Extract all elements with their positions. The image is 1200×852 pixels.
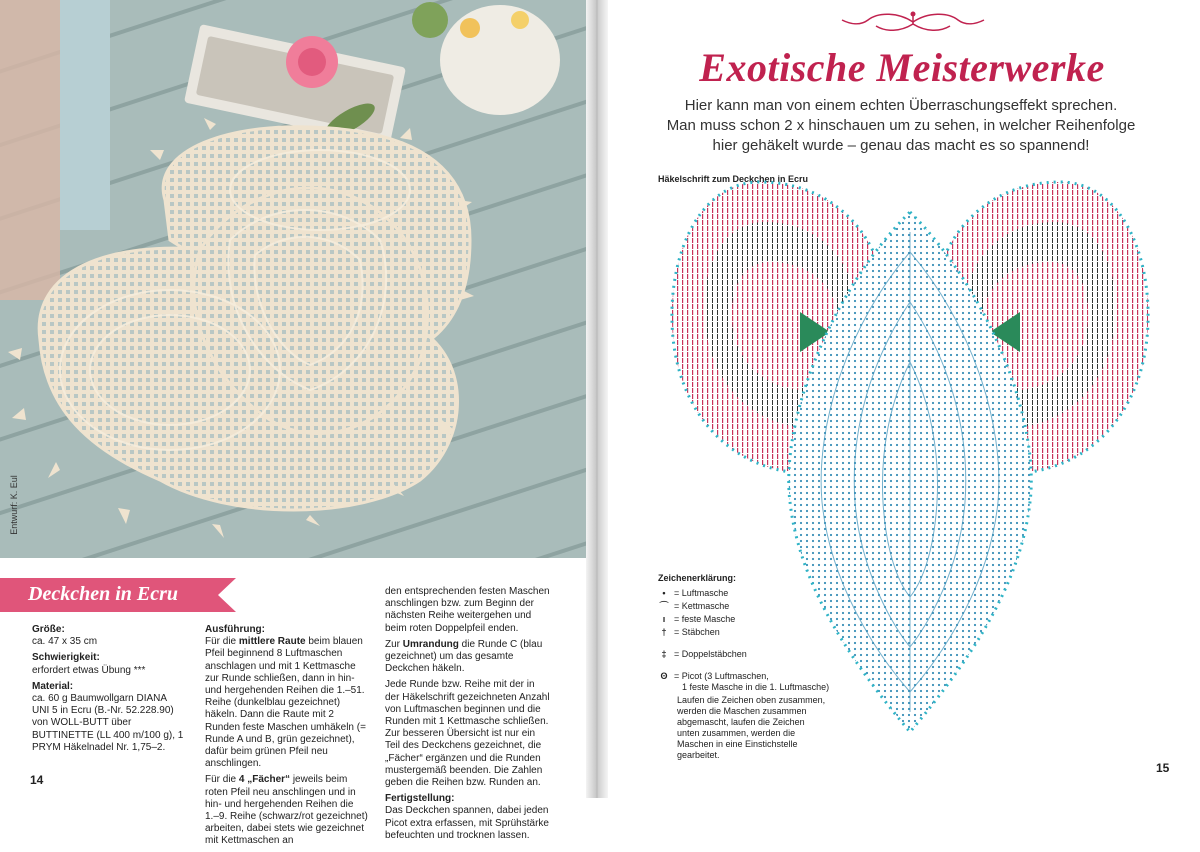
execution-text: beim blauen Pfeil beginnend 8 Luftmaschen anschlagen und mit 1 Kettmasche zur Runde schließen, dann in hin- und hergehenden Reihen die 1.–51. Reihe (dunkelblau gezeichnet) häkeln. Dann die Raute mit 2 Runden feste Maschen umhäkeln (= Runde A und B, grün gezeichnet), dafür beim grünen Pfeil neu anschlingen. xyxy=(205,636,366,770)
instructions-column-continued xyxy=(385,586,550,846)
finish-label: Fertigstellung: xyxy=(385,793,455,805)
legend-item xyxy=(658,649,829,671)
legend-text: = Kettmasche xyxy=(674,601,730,611)
chain-stitch-icon: • xyxy=(662,588,666,598)
subtitle-line: Man muss schon 2 x hinschauen um zu sehen, in welcher Reihenfolge xyxy=(666,117,1136,134)
legend-text: = Picot (3 Luftmaschen, xyxy=(674,671,769,681)
pattern-title: Deckchen in Ecru xyxy=(28,583,178,605)
legend-text: = Doppelstäbchen xyxy=(674,649,747,659)
treble-crochet-icon: ‡ xyxy=(661,649,667,659)
legend xyxy=(658,573,829,693)
legend-item xyxy=(658,588,829,601)
border-emphasis: Umrandung xyxy=(402,638,459,650)
slip-stitch-icon: ⌒ xyxy=(659,601,669,611)
legend-item xyxy=(658,627,829,649)
legend-text: = feste Masche xyxy=(674,614,736,624)
legend-note: Laufen die Zeichen oben zusammen, werden die Maschen zusammen abgemascht, laufen die Zeichen unten zusammen, werden die Maschen in eine Einstichstelle gearbeitet. xyxy=(677,695,826,760)
execution-text: Für die xyxy=(205,636,239,648)
subtitle xyxy=(630,96,1172,156)
fans-text: Für die xyxy=(205,774,239,786)
single-crochet-icon: ı xyxy=(662,614,666,624)
picot-icon: ʘ xyxy=(660,671,668,681)
legend-text: = Stäbchen xyxy=(674,627,720,637)
execution-label: Ausführung: xyxy=(205,624,265,635)
legend-text: = Luftmasche xyxy=(674,588,729,598)
info-column xyxy=(32,624,184,758)
page-number-right: 15 xyxy=(1156,761,1170,775)
left-page xyxy=(0,0,590,847)
border-text: Zur xyxy=(385,638,403,650)
doily-illustration xyxy=(0,0,586,558)
border-text: die Runde C (blau gezeichnet) um das gesamte Deckchen häkeln. xyxy=(385,638,543,675)
legend-item xyxy=(658,614,829,627)
continued-text: den entsprechenden festen Maschen anschlingen bzw. zum Beginn der nächsten Reihe weitergehen und beim roten Doppelpfeil enden. xyxy=(385,586,550,634)
double-crochet-icon: † xyxy=(661,627,667,637)
size-label: Größe: xyxy=(32,624,65,635)
finish-value: Das Deckchen spannen, dabei jeden Picot extra erfassen, mit Sprühstärke befeuchten und trocknen lassen. xyxy=(385,805,549,841)
subtitle-line: hier gehäkelt wurde – genau das macht es so spannend! xyxy=(712,137,1090,154)
ornament-flourish xyxy=(838,10,988,36)
execution-emphasis: mittlere Raute xyxy=(238,636,306,648)
subtitle-line: Hier kann man von einem echten Überraschungseffekt sprechen. xyxy=(684,97,1118,114)
fans-emphasis: 4 „Fächer“ xyxy=(238,774,291,786)
chart-label: Häkelschrift zum Deckchen in Ecru xyxy=(658,174,809,184)
material-value: ca. 60 g Baumwollgarn DIANA UNI 5 in Ecru (B.-Nr. 52.228.90) von WOLL-BUTT über BUTTINETTE (LL 400 m/100 g), 1 PRYM Häkelnadel Nr. 1,75–2. xyxy=(32,693,184,753)
legend-item xyxy=(658,671,829,693)
legend-title: Zeichenerklärung: xyxy=(658,573,737,583)
material-label: Material: xyxy=(32,680,74,692)
instructions-column xyxy=(205,624,369,852)
doily-photo xyxy=(0,0,586,558)
book-gutter xyxy=(586,0,608,798)
difficulty-label: Schwierigkeit: xyxy=(32,652,100,664)
difficulty-value: erfordert etwas Übung *** xyxy=(32,664,146,676)
legend-item xyxy=(658,601,829,614)
rounds-text: Jede Runde bzw. Reihe mit der in der Häkelschrift gezeichneten Anzahl von Luftmaschen beginnen und die Runden mit 1 Kettmasche schließen. Zur besseren Übersicht ist nur ein Teil des Deckchens gezeichnet, die „Fächer“ ergänzen und die Runden mustergemäß beenden. Die Zahlen geben die Reihen bzw. Runden an. xyxy=(385,679,550,789)
page-number-left: 14 xyxy=(30,773,44,787)
photo-credit: Entwurf: K. Eul xyxy=(8,475,19,535)
page-headline: Exotische Meisterwerke xyxy=(699,45,1105,90)
size-value: ca. 47 x 35 cm xyxy=(32,636,98,648)
fans-text: jeweils beim roten Pfeil neu anschlingen und in hin- und hergehenden Reihen die 1.–9. Reihe (schwarz/rot gezeichnet) arbeiten, dabei stets wie gezeichnet mit Kettmaschen an xyxy=(205,774,368,847)
legend-text: 1 feste Masche in die 1. Luftmasche) xyxy=(682,682,830,692)
